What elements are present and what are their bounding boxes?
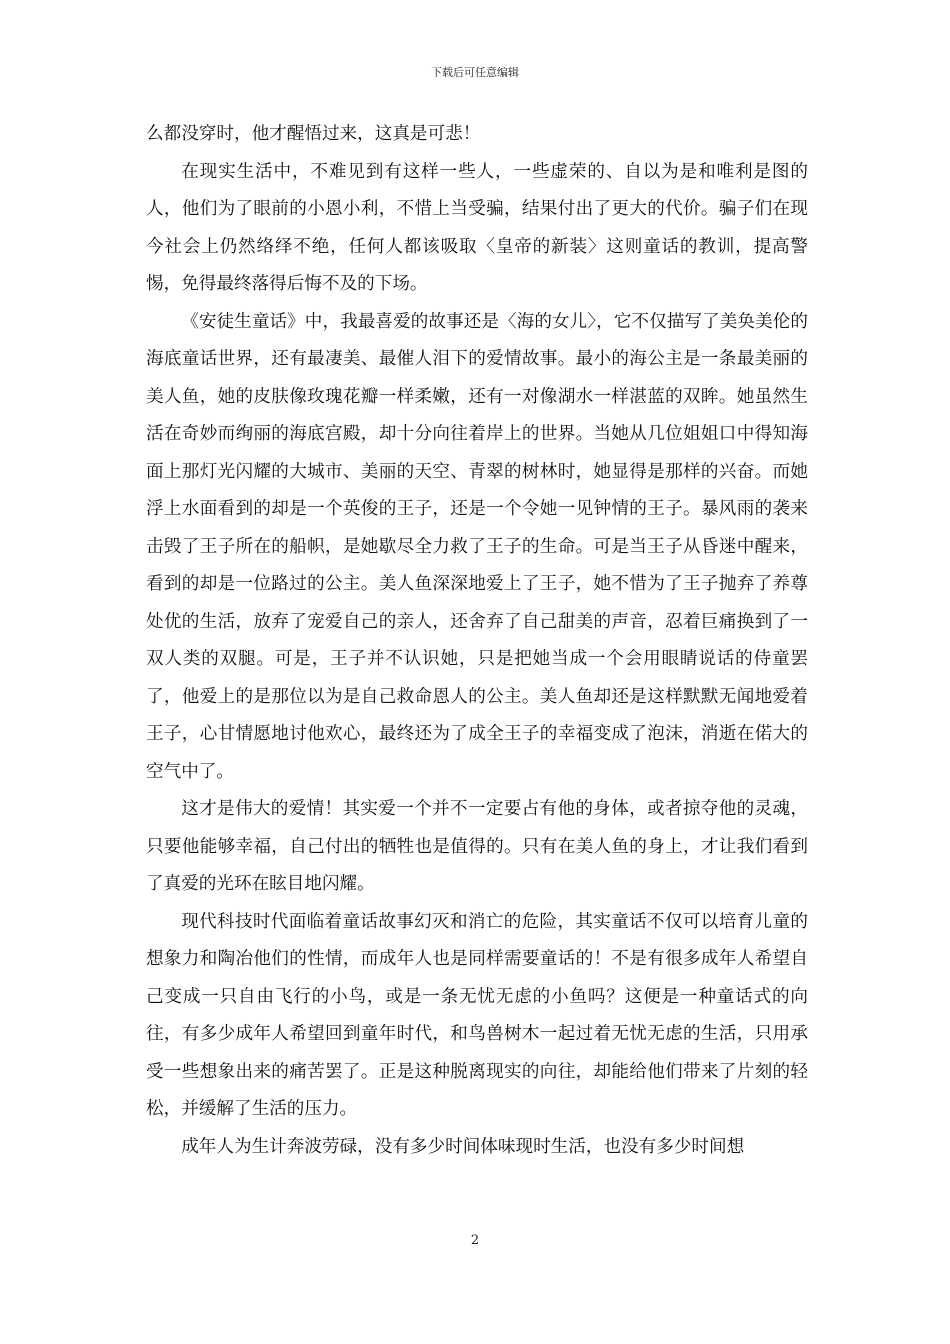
paragraph: 《安徒生童话》中，我最喜爱的故事还是〈海的女儿〉，它不仅描写了美奂美伦的海底童话世界，还有最凄美、最催人泪下的爱情故事。最小的海公主是一条最美丽的美人鱼，她的皮肤像玫瑰花瓣一样柔嫩，还有一对像湖水一样湛蓝的双眸。她虽然生活在奇妙而绚丽的海底宫殿，却十分向往着岸上的世界。当她从几位姐姐口中得知海面上那灯光闪耀的大城市、美丽的天空、青翠的树林时，她显得是那样的兴奋。而她浮上水面看到的却是一个英俊的王子，还是一个令她一见钟情的王子。暴风雨的袭来击毁了王子所在的船帜，是她歇尽全力救了王子的生命。可是当王子从昏迷中醒来，看到的却是一位路过的公主。美人鱼深深地爱上了王子，她不惜为了王子抛弃了养尊处优的生活，放弃了宠爱自己的亲人，还舍弃了自己甜美的声音，忍着巨痛换到了一双人类的双腿。可是，王子并不认识她，只是把她当成一个会用眼睛说话的侍童罢了，他爱上的是那位以为是自己救命恩人的公主。美人鱼却还是这样默默无闻地爱着王子，心甘情愿地讨他欢心，最终还为了成全王子的幸福变成了泡沫，消逝在偌大的空气中了。 <box>146 311 808 782</box>
paragraph: 这才是伟大的爱情！其实爱一个并不一定要占有他的身体，或者掠夺他的灵魂，只要他能够幸福，自己付出的牺牲也是值得的。只有在美人鱼的身上，才让我们看到了真爱的光环在眩目地闪耀。 <box>146 799 808 894</box>
page-number: 2 <box>470 1233 480 1248</box>
paragraph: 成年人为生计奔波劳碌，没有多少时间体味现时生活，也没有多少时间想 <box>181 1136 745 1157</box>
document-body <box>146 116 808 1166</box>
paragraph: 现代科技时代面临着童话故事幻灭和消亡的危险，其实童话不仅可以培育儿童的想象力和陶冶他们的性情，而成年人也是同样需要童话的！不是有很多成年人希望自己变成一只自由飞行的小鸟，或是一条无忧无虑的小鱼吗？这便是一种童话式的向往，有多少成年人希望回到童年时代，和鸟兽树木一起过着无忧无虑的生活，只用承受一些想象出来的痛苦罢了。正是这种脱离现实的向往，却能给他们带来了片刻的轻松，并缓解了生活的压力。 <box>146 911 808 1119</box>
page-header: 下载后可任意编辑 <box>431 66 519 79</box>
paragraph-continuation: 么都没穿时，他才醒悟过来，这真是可悲！ <box>146 124 481 144</box>
paragraph: 在现实生活中，不难见到有这样一些人，一些虚荣的、自以为是和唯利是图的人，他们为了眼前的小恩小利，不惜上当受骗，结果付出了更大的代价。骗子们在现今社会上仍然络绎不绝，任何人都该吸取〈皇帝的新装〉这则童话的教训，提高警惕，免得最终落得后悔不及的下场。 <box>146 161 808 294</box>
